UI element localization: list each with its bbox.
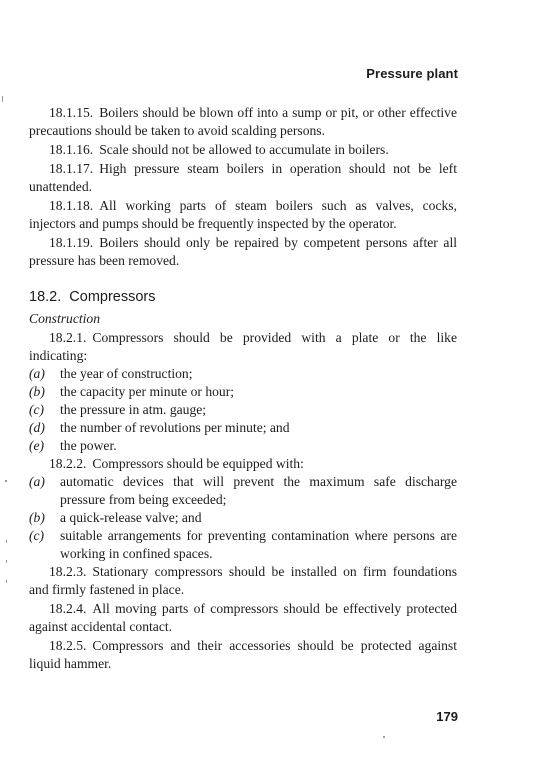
paragraph-number: 18.2.5.: [49, 638, 87, 653]
item-text: a quick-release valve; and: [60, 510, 202, 525]
item-text: the power.: [60, 438, 117, 453]
paragraph-18-1-17: [29, 160, 457, 196]
section-title: Compressors: [69, 289, 156, 305]
paragraph-number: 18.1.18.: [49, 198, 94, 213]
item-label: (b): [29, 384, 45, 399]
scan-speck: [383, 736, 385, 738]
paragraph-text: High pressure steam boilers in operation should not be left unattended.: [29, 161, 457, 194]
item-text: suitable arrangements for preventing contamination where persons are working in confined spaces.: [60, 528, 457, 561]
list-item: [29, 383, 457, 401]
paragraph-18-1-18: [29, 197, 457, 233]
item-label: (e): [29, 438, 45, 453]
page-number: 179: [436, 709, 458, 724]
paragraph-text: Boilers should be blown off into a sump or pit, or other effective precautions should be taken to avoid scalding persons.: [29, 105, 457, 138]
paragraph-text: Boilers should only be repaired by competent persons after all pressure has been removed.: [29, 235, 457, 268]
item-label: (b): [29, 510, 45, 525]
paragraph-number: 18.2.2.: [49, 456, 87, 471]
scan-speck: [6, 560, 7, 563]
item-label: (a): [29, 366, 45, 381]
list-item: [29, 437, 457, 455]
list-item: [29, 473, 457, 509]
item-text: the year of construction;: [60, 366, 193, 381]
paragraph-18-2-2: [29, 455, 457, 473]
list-item: [29, 509, 457, 527]
paragraph-number: 18.1.19.: [49, 235, 94, 250]
paragraph-18-1-15: [29, 104, 457, 140]
running-head: Pressure plant: [366, 66, 458, 81]
paragraph-text: All working parts of steam boilers such as valves, cocks, injectors and pumps should be frequently inspected by the operator.: [29, 198, 457, 231]
item-text: the capacity per minute or hour;: [60, 384, 235, 399]
list-item: [29, 365, 457, 383]
scan-speck: [6, 540, 7, 543]
paragraph-number: 18.2.4.: [49, 601, 87, 616]
section-number: 18.2.: [29, 289, 62, 305]
page-body: [29, 104, 457, 673]
item-label: (c): [29, 528, 45, 543]
item-label: (d): [29, 420, 45, 435]
item-text: the number of revolutions per minute; and: [60, 420, 290, 435]
paragraph-18-2-1: [29, 329, 457, 365]
paragraph-text: Compressors and their accessories should be protected against liquid hammer.: [29, 638, 457, 671]
section-heading: [29, 288, 457, 306]
item-text: automatic devices that will prevent the maximum safe discharge pressure from being exceeded;: [60, 474, 457, 507]
list-item: [29, 401, 457, 419]
paragraph-18-1-16: [29, 141, 457, 159]
scan-speck: [5, 480, 7, 482]
subheading: Construction: [29, 311, 100, 326]
list-item: [29, 419, 457, 437]
item-text: the pressure in atm. gauge;: [60, 402, 207, 417]
paragraph-18-2-3: [29, 563, 457, 599]
paragraph-18-2-4: [29, 600, 457, 636]
paragraph-18-1-19: [29, 234, 457, 270]
list-item: [29, 527, 457, 563]
paragraph-number: 18.1.17.: [49, 161, 94, 176]
paragraph-text: Compressors should be equipped with:: [92, 456, 304, 471]
paragraph-number: 18.2.3.: [49, 564, 87, 579]
scan-speck: [6, 580, 7, 583]
paragraph-number: 18.2.1.: [49, 330, 87, 345]
paragraph-text: Compressors should be provided with a plate or the like indicating:: [29, 330, 457, 363]
paragraph-number: 18.1.15.: [49, 105, 94, 120]
item-label: (c): [29, 402, 45, 417]
scan-speck: [2, 96, 3, 102]
paragraph-text: Stationary compressors should be installed on firm foundations and firmly fastened in place.: [29, 564, 457, 597]
item-label: (a): [29, 474, 45, 489]
paragraph-18-2-5: [29, 637, 457, 673]
paragraph-number: 18.1.16.: [49, 142, 94, 157]
paragraph-text: All moving parts of compressors should be effectively protected against accidental contact.: [29, 601, 457, 634]
paragraph-text: Scale should not be allowed to accumulate in boilers.: [99, 142, 389, 157]
